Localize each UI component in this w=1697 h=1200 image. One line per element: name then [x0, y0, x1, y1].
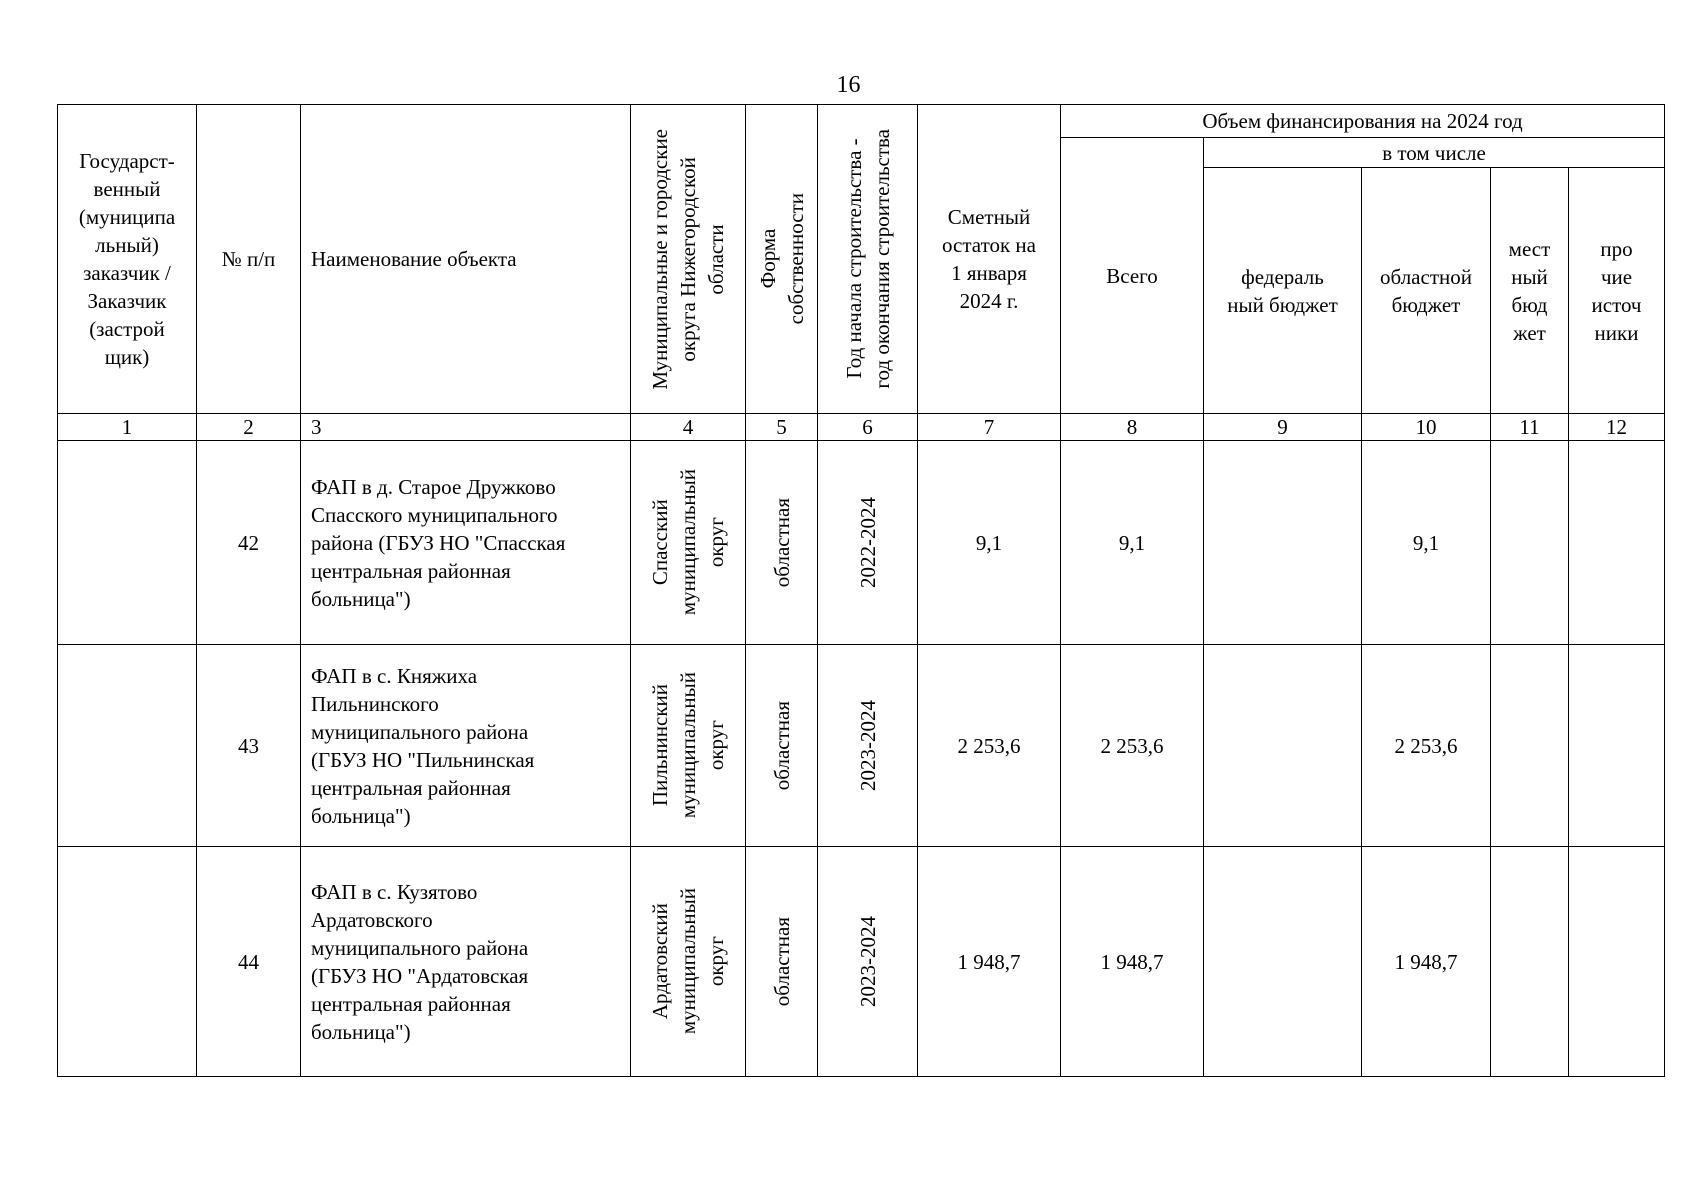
table-row	[58, 847, 1665, 1077]
header-federal	[1204, 168, 1362, 414]
row-customer	[58, 645, 197, 847]
row-years	[818, 441, 918, 645]
row-regional: 1 948,7	[1362, 847, 1491, 1077]
row-object-name	[301, 847, 631, 1077]
row-municipality-text: Ардатовский муниципальный округ	[648, 888, 728, 1035]
header-years	[818, 105, 918, 414]
row-total: 2 253,6	[1061, 645, 1204, 847]
header-regional	[1362, 168, 1491, 414]
column-number: 3	[301, 414, 631, 441]
header-municipality	[631, 105, 746, 414]
row-other	[1569, 847, 1665, 1077]
row-municipality	[631, 847, 746, 1077]
row-regional: 2 253,6	[1362, 645, 1491, 847]
row-ownership-text: областная	[769, 916, 794, 1007]
column-number: 12	[1569, 414, 1665, 441]
row-ownership-text: областная	[769, 497, 794, 588]
row-object-name	[301, 441, 631, 645]
row-years-text: 2023-2024	[855, 700, 880, 791]
table-row	[58, 441, 1665, 645]
column-number: 4	[631, 414, 746, 441]
row-ownership	[746, 441, 818, 645]
row-federal	[1204, 847, 1362, 1077]
header-object-name: Наименование объекта	[301, 105, 631, 414]
row-local	[1491, 645, 1569, 847]
row-municipality	[631, 441, 746, 645]
header-estimate	[918, 105, 1061, 414]
header-years-text: Год начала строительства - год окончания строительства	[841, 129, 894, 389]
row-estimate: 1 948,7	[918, 847, 1061, 1077]
page-number: 16	[836, 72, 861, 98]
header-total: Всего	[1061, 138, 1204, 414]
row-municipality	[631, 645, 746, 847]
row-estimate: 9,1	[918, 441, 1061, 645]
row-index: 42	[197, 441, 301, 645]
header-financing: Объем финансирования на 2024 год	[1061, 105, 1665, 138]
header-local	[1491, 168, 1569, 414]
row-ownership	[746, 645, 818, 847]
column-numbers-row	[58, 414, 1665, 441]
header-ownership-text: Форма собственности	[755, 193, 808, 325]
column-number: 5	[746, 414, 818, 441]
header-regional-text: областной бюджет	[1380, 264, 1472, 317]
table-row	[58, 645, 1665, 847]
column-number: 1	[58, 414, 197, 441]
header-index: № п/п	[197, 105, 301, 414]
row-other	[1569, 645, 1665, 847]
header-other	[1569, 168, 1665, 414]
row-municipality-text: Пильнинский муниципальный округ	[648, 672, 728, 819]
header-other-text: про чие источ ники	[1591, 236, 1642, 345]
column-number: 9	[1204, 414, 1362, 441]
column-number: 11	[1491, 414, 1569, 441]
header-local-text: мест ный бюд жет	[1508, 236, 1551, 345]
row-object-name-text: ФАП в с. Княжиха Пильнинского муниципального района (ГБУЗ НО "Пильнинская центральная районная больница")	[311, 663, 535, 828]
row-federal	[1204, 441, 1362, 645]
column-number: 6	[818, 414, 918, 441]
row-years	[818, 645, 918, 847]
row-local	[1491, 441, 1569, 645]
row-total: 9,1	[1061, 441, 1204, 645]
row-customer	[58, 441, 197, 645]
header-customer-text: Государст- венный (муниципа льный) заказчик / Заказчик (застрой щик)	[78, 149, 176, 369]
header-municipality-text: Муниципальные и городские округа Нижегородской области	[648, 128, 728, 390]
row-years	[818, 847, 918, 1077]
row-local	[1491, 847, 1569, 1077]
header-including: в том числе	[1204, 138, 1665, 168]
row-estimate: 2 253,6	[918, 645, 1061, 847]
row-regional: 9,1	[1362, 441, 1491, 645]
header-customer	[58, 105, 197, 414]
row-object-name	[301, 645, 631, 847]
row-years-text: 2022-2024	[855, 497, 880, 588]
row-municipality-text: Спасский муниципальный округ	[648, 469, 728, 616]
row-object-name-text: ФАП в с. Кузятово Ардатовского муниципального района (ГБУЗ НО "Ардатовская центральная районная больница")	[311, 879, 529, 1044]
construction-financing-table	[57, 104, 1665, 1077]
row-total: 1 948,7	[1061, 847, 1204, 1077]
column-number: 7	[918, 414, 1061, 441]
row-object-name-text: ФАП в д. Старое Дружково Спасского муниципального района (ГБУЗ НО "Спасская центральная районная больница")	[311, 474, 566, 611]
row-years-text: 2023-2024	[855, 916, 880, 1007]
row-federal	[1204, 645, 1362, 847]
row-ownership	[746, 847, 818, 1077]
header-estimate-text: Сметный остаток на 1 января 2024 г.	[942, 205, 1036, 313]
row-index: 44	[197, 847, 301, 1077]
column-number: 8	[1061, 414, 1204, 441]
row-other	[1569, 441, 1665, 645]
row-index: 43	[197, 645, 301, 847]
column-number: 10	[1362, 414, 1491, 441]
column-number: 2	[197, 414, 301, 441]
header-federal-text: федераль ный бюджет	[1227, 264, 1338, 317]
row-ownership-text: областная	[769, 700, 794, 791]
row-customer	[58, 847, 197, 1077]
header-ownership	[746, 105, 818, 414]
